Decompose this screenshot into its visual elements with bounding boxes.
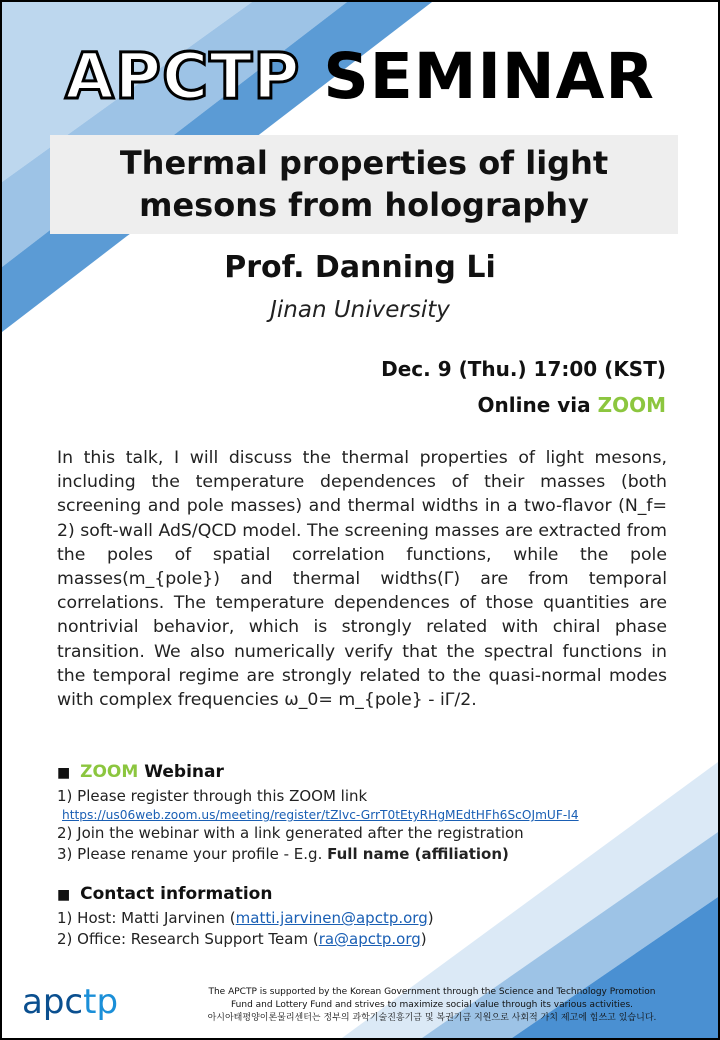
footer-line-2: Fund and Lottery Fund and strives to maximize social value through its various activities. bbox=[231, 1000, 633, 1010]
apctp-logo bbox=[22, 982, 118, 1022]
seminar-datetime: Dec. 9 (Thu.) 17:00 (KST) bbox=[381, 357, 666, 381]
logo-part-2: tp bbox=[83, 982, 119, 1022]
talk-title bbox=[50, 142, 678, 226]
webinar-bullet-icon: ■ bbox=[57, 765, 71, 781]
venue-prefix: Online via bbox=[477, 393, 591, 417]
speaker-name: Prof. Danning Li bbox=[224, 250, 496, 285]
host-email-link[interactable]: matti.jarvinen@apctp.org bbox=[235, 909, 428, 927]
abstract-text: In this talk, I will discuss the thermal properties of light mesons, including the temperature dependences of their masses (both screening and pole masses) and thermal widths in a two-flavor (N_f= 2) soft-wall AdS/QCD model. The screening masses are extracted from the poles of spatial correlation functions, while the pole masses(m_{pole}) and thermal widths(Γ) are from temporal correlations. The temperature dependences of those quantities are nontrivial behavior, which is strongly related with chiral phase transition. We also numerically verify that the spectral functions in the temporal regime are strongly related to the quasi-normal modes with complex frequencies ω_0= m_{pole} - iΓ/2. bbox=[57, 448, 667, 711]
webinar-step-3-prefix: 3) Please rename your profile - E.g. bbox=[57, 845, 323, 863]
webinar-heading bbox=[57, 762, 224, 782]
poster-header bbox=[2, 40, 718, 113]
webinar-heading-rest: Webinar bbox=[144, 762, 224, 782]
webinar-step-3 bbox=[57, 845, 509, 863]
header-seminar: SEMINAR bbox=[323, 40, 655, 113]
webinar-step-3-example: Full name (affiliation) bbox=[327, 845, 509, 863]
webinar-heading-zoom: ZOOM bbox=[80, 762, 139, 782]
funding-footer bbox=[152, 986, 712, 1025]
zoom-register-link[interactable]: https://us06web.zoom.us/meeting/register/tZIvc-GrrT0tEtyRHgMEdtHFh6ScOJmUF-I4 bbox=[62, 808, 579, 822]
contact-host-suffix: ) bbox=[427, 909, 434, 927]
contact-office-prefix: 2) Office: Research Support Team ( bbox=[57, 930, 319, 948]
contact-host-prefix: 1) Host: Matti Jarvinen ( bbox=[57, 909, 236, 927]
contact-office bbox=[57, 930, 427, 948]
footer-line-3: 아시아태평양이론물리센터는 정부의 과학기술진흥기금 및 복권기금 지원으로 사회적 가치 제고에 힘쓰고 있습니다. bbox=[207, 1013, 657, 1023]
venue-zoom: ZOOM bbox=[597, 393, 666, 417]
contact-office-suffix: ) bbox=[420, 930, 427, 948]
webinar-step-1: 1) Please register through this ZOOM link bbox=[57, 787, 368, 805]
webinar-step-2: 2) Join the webinar with a link generated after the registration bbox=[57, 824, 524, 842]
contact-heading bbox=[57, 884, 272, 904]
talk-title-line1: Thermal properties of light bbox=[119, 144, 609, 182]
contact-host bbox=[57, 909, 434, 927]
footer-line-1: The APCTP is supported by the Korean Government through the Science and Technology Promotion bbox=[208, 987, 656, 997]
seminar-venue bbox=[478, 393, 667, 417]
contact-bullet-icon: ■ bbox=[57, 887, 71, 903]
office-email-link[interactable]: ra@apctp.org bbox=[318, 930, 421, 948]
contact-heading-text: Contact information bbox=[80, 884, 273, 904]
logo-part-1: apc bbox=[22, 982, 84, 1022]
speaker-affiliation: Jinan University bbox=[270, 297, 450, 323]
header-apctp: APCTP bbox=[65, 40, 301, 113]
talk-title-line2: mesons from holography bbox=[139, 186, 589, 224]
